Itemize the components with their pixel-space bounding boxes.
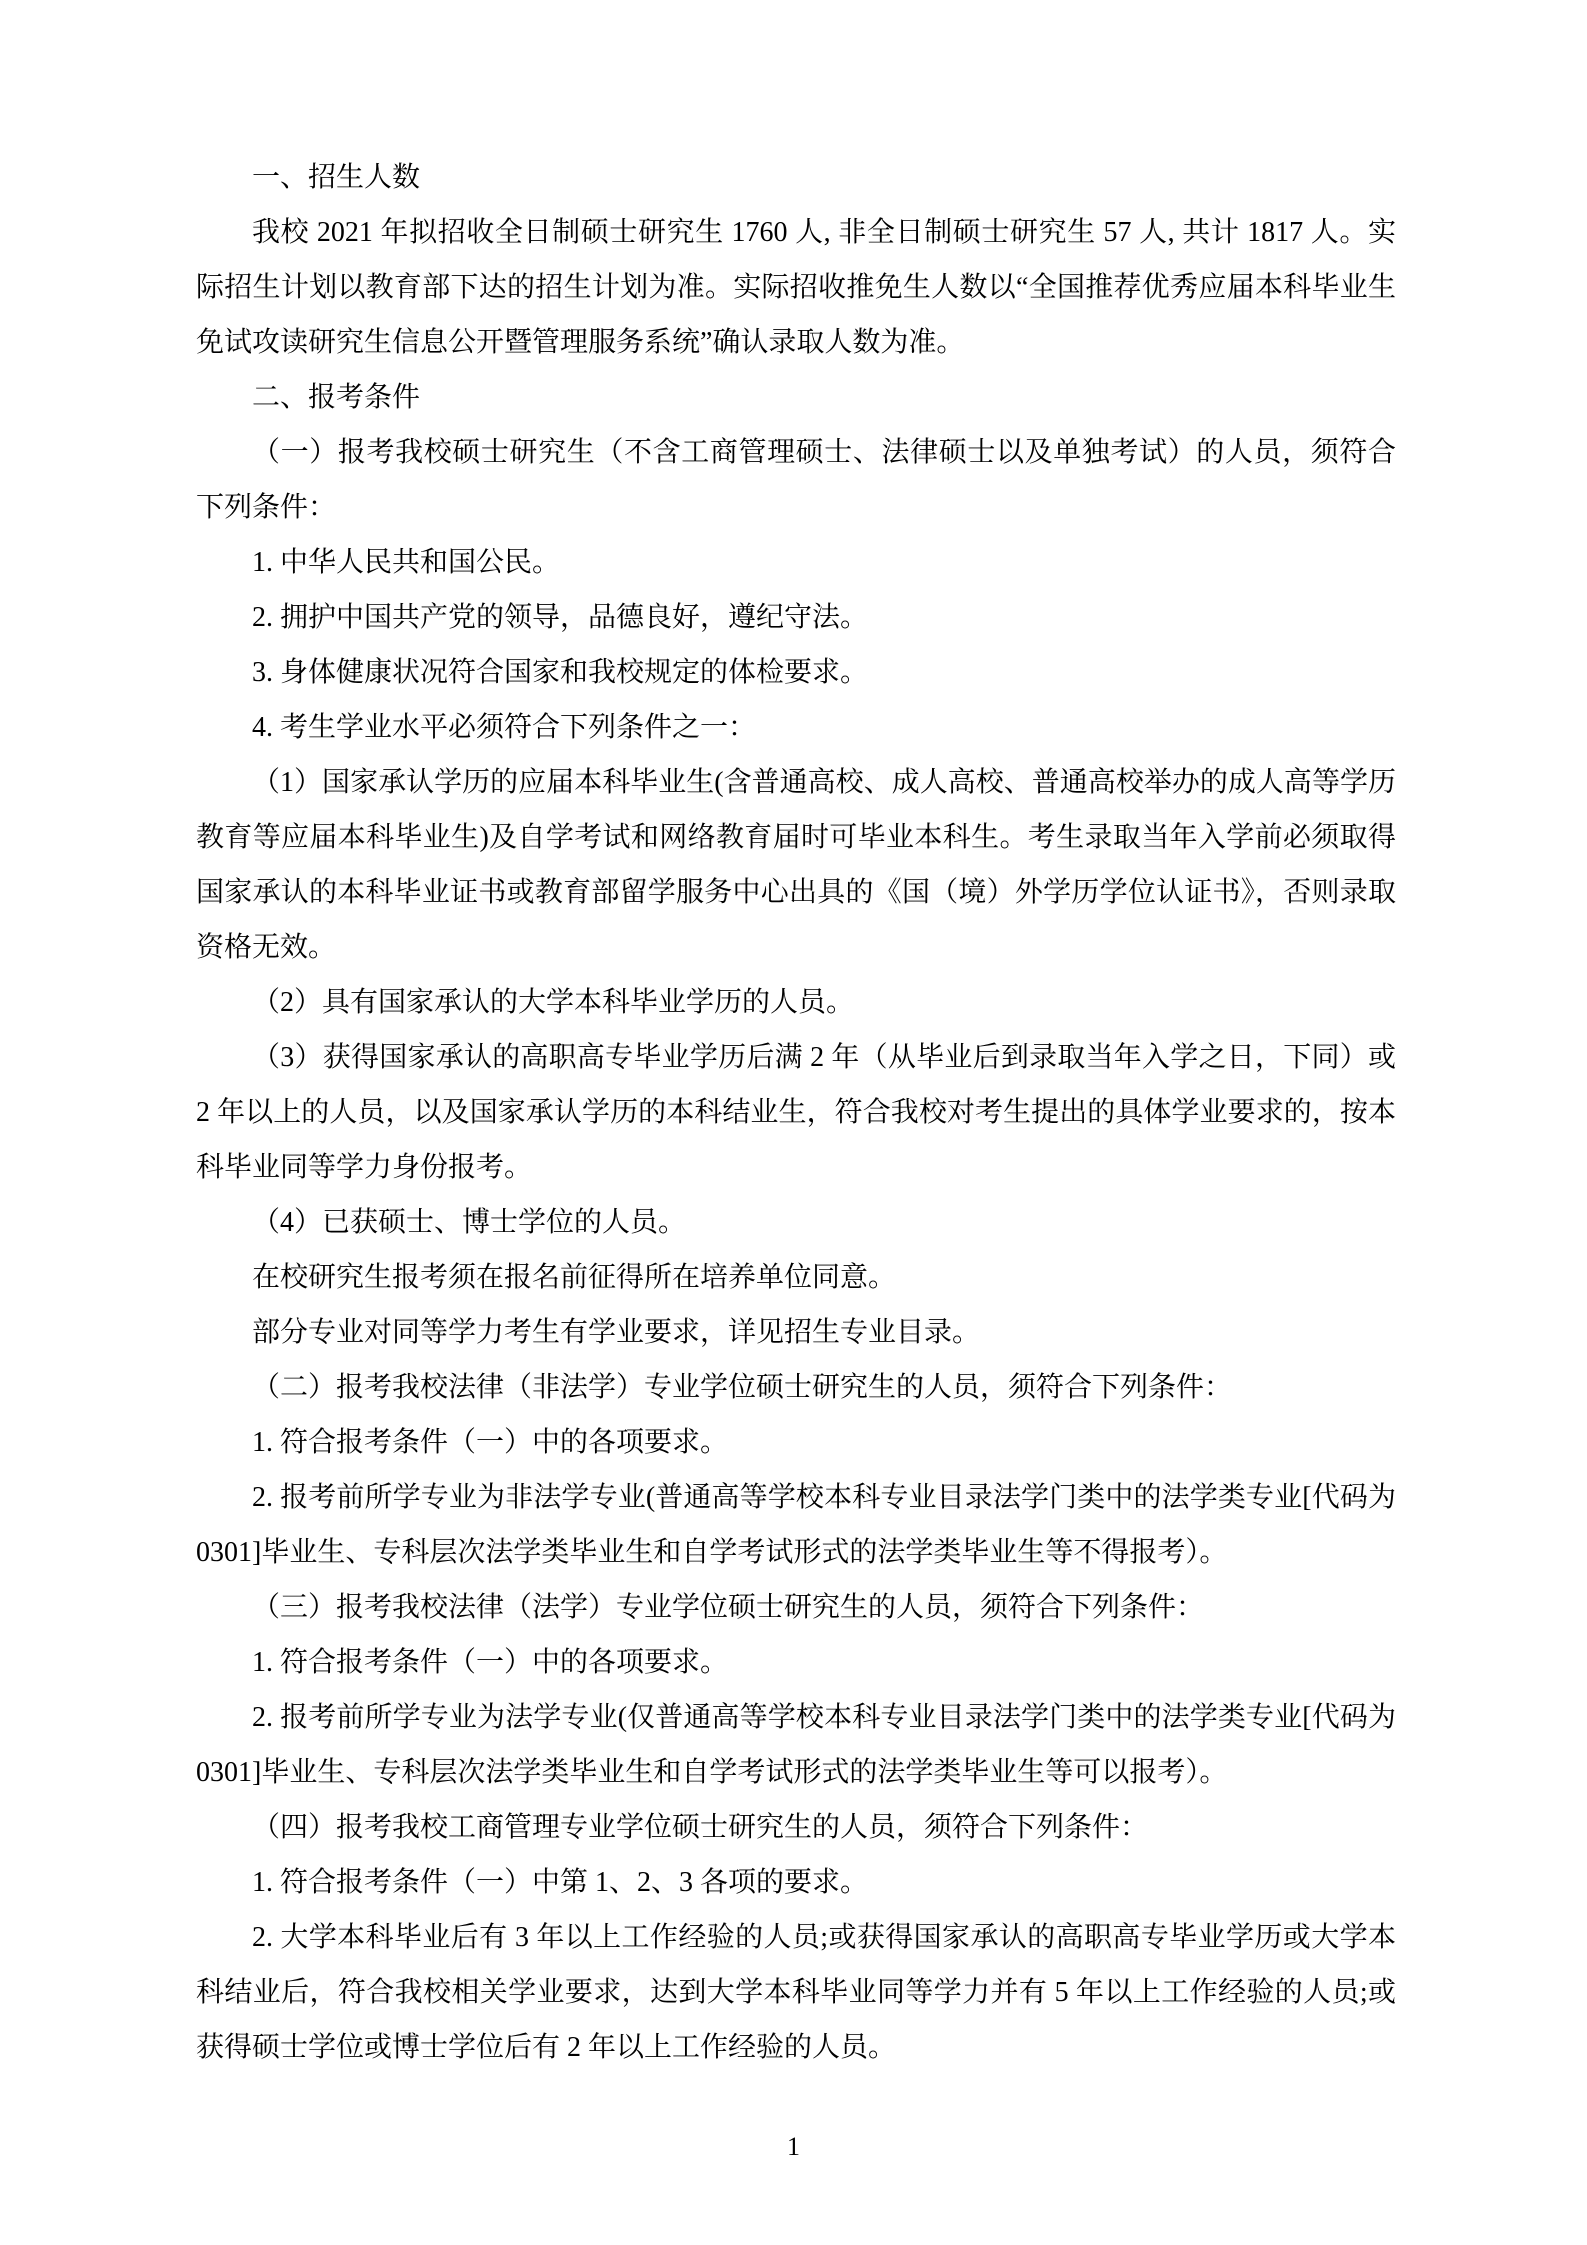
para-condition-1-intro: （一）报考我校硕士研究生（不含工商管理硕士、法律硕士以及单独考试）的人员，须符合下列条件： xyxy=(196,437,1396,523)
item-condition-4-academic-level: 4. 考生学业水平必须符合下列条件之一： xyxy=(252,712,757,743)
para-condition-mba-intro: （四）报考我校工商管理专业学位硕士研究生的人员，须符合下列条件： xyxy=(252,1812,1149,1843)
para-condition-law-intro: （三）报考我校法律（法学）专业学位硕士研究生的人员，须符合下列条件： xyxy=(252,1592,1205,1623)
subitem-3-junior-college: （3）获得国家承认的高职高专毕业学历后满 2 年（从毕业后到录取当年入学之日，下同）或 2 年以上的人员，以及国家承认学历的本科结业生，符合我校对考生提出的具体学业要求的，按本科毕业同等学力身份报考。 xyxy=(196,1042,1396,1183)
item-law-nonlaw-1: 1. 符合报考条件（一）中的各项要求。 xyxy=(252,1427,729,1458)
page-number: 1 xyxy=(787,2132,800,2161)
subitem-4-master-doctor: （4）已获硕士、博士学位的人员。 xyxy=(252,1207,687,1238)
subitem-2-bachelor-degree: （2）具有国家承认的大学本科毕业学历的人员。 xyxy=(252,987,855,1018)
item-mba-1: 1. 符合报考条件（一）中第 1、2、3 各项的要求。 xyxy=(252,1867,869,1898)
item-condition-2-conduct: 2. 拥护中国共产党的领导，品德良好，遵纪守法。 xyxy=(252,602,869,633)
heading-section-1-enrollment: 一、招生人数 xyxy=(252,162,421,193)
item-law-nonlaw-2: 2. 报考前所学专业为非法学专业(普通高等学校本科专业目录法学门类中的法学类专业[代码为 0301]毕业生、专科层次法学类毕业生和自学考试形式的法学类毕业生等不得报考）。 xyxy=(196,1482,1396,1568)
subitem-1-fresh-graduates: （1）国家承认学历的应届本科毕业生(含普通高校、成人高校、普通高校举办的成人高等学历教育等应届本科毕业生)及自学考试和网络教育届时可毕业本科生。考生录取当年入学前必须取得国家承认的本科毕业证书或教育部留学服务中心出具的《国（境）外学历学位认证书》，否则录取资格无效。 xyxy=(196,767,1396,963)
document-body xyxy=(196,150,1396,2075)
para-current-grad-consent: 在校研究生报考须在报名前征得所在培养单位同意。 xyxy=(252,1262,897,1293)
item-condition-3-health: 3. 身体健康状况符合国家和我校规定的体检要求。 xyxy=(252,657,869,688)
item-mba-2: 2. 大学本科毕业后有 3 年以上工作经验的人员;或获得国家承认的高职高专毕业学历或大学本科结业后，符合我校相关学业要求，达到大学本科毕业同等学力并有 5 年以上工作经验的人员;或获得硕士学位或博士学位后有 2 年以上工作经验的人员。 xyxy=(196,1922,1396,2063)
item-condition-1-citizen: 1. 中华人民共和国公民。 xyxy=(252,547,561,578)
item-law-2: 2. 报考前所学专业为法学专业(仅普通高等学校本科专业目录法学门类中的法学类专业[代码为 0301]毕业生、专科层次法学类毕业生和自学考试形式的法学类毕业生等可以报考）。 xyxy=(196,1702,1396,1788)
para-equivalent-ability-note: 部分专业对同等学力考生有学业要求，详见招生专业目录。 xyxy=(252,1317,981,1348)
para-condition-law-nonlaw-intro: （二）报考我校法律（非法学）专业学位硕士研究生的人员，须符合下列条件： xyxy=(252,1372,1233,1403)
para-enrollment-numbers: 我校 2021 年拟招收全日制硕士研究生 1760 人, 非全日制硕士研究生 57 人, 共计 1817 人。实际招生计划以教育部下达的招生计划为准。实际招收推免生人数以“全国推荐优秀应届本科毕业生免试攻读研究生信息公开暨管理服务系统”确认录取人数为准。 xyxy=(196,217,1396,358)
heading-section-2-requirements: 二、报考条件 xyxy=(252,382,421,413)
item-law-1: 1. 符合报考条件（一）中的各项要求。 xyxy=(252,1647,729,1678)
